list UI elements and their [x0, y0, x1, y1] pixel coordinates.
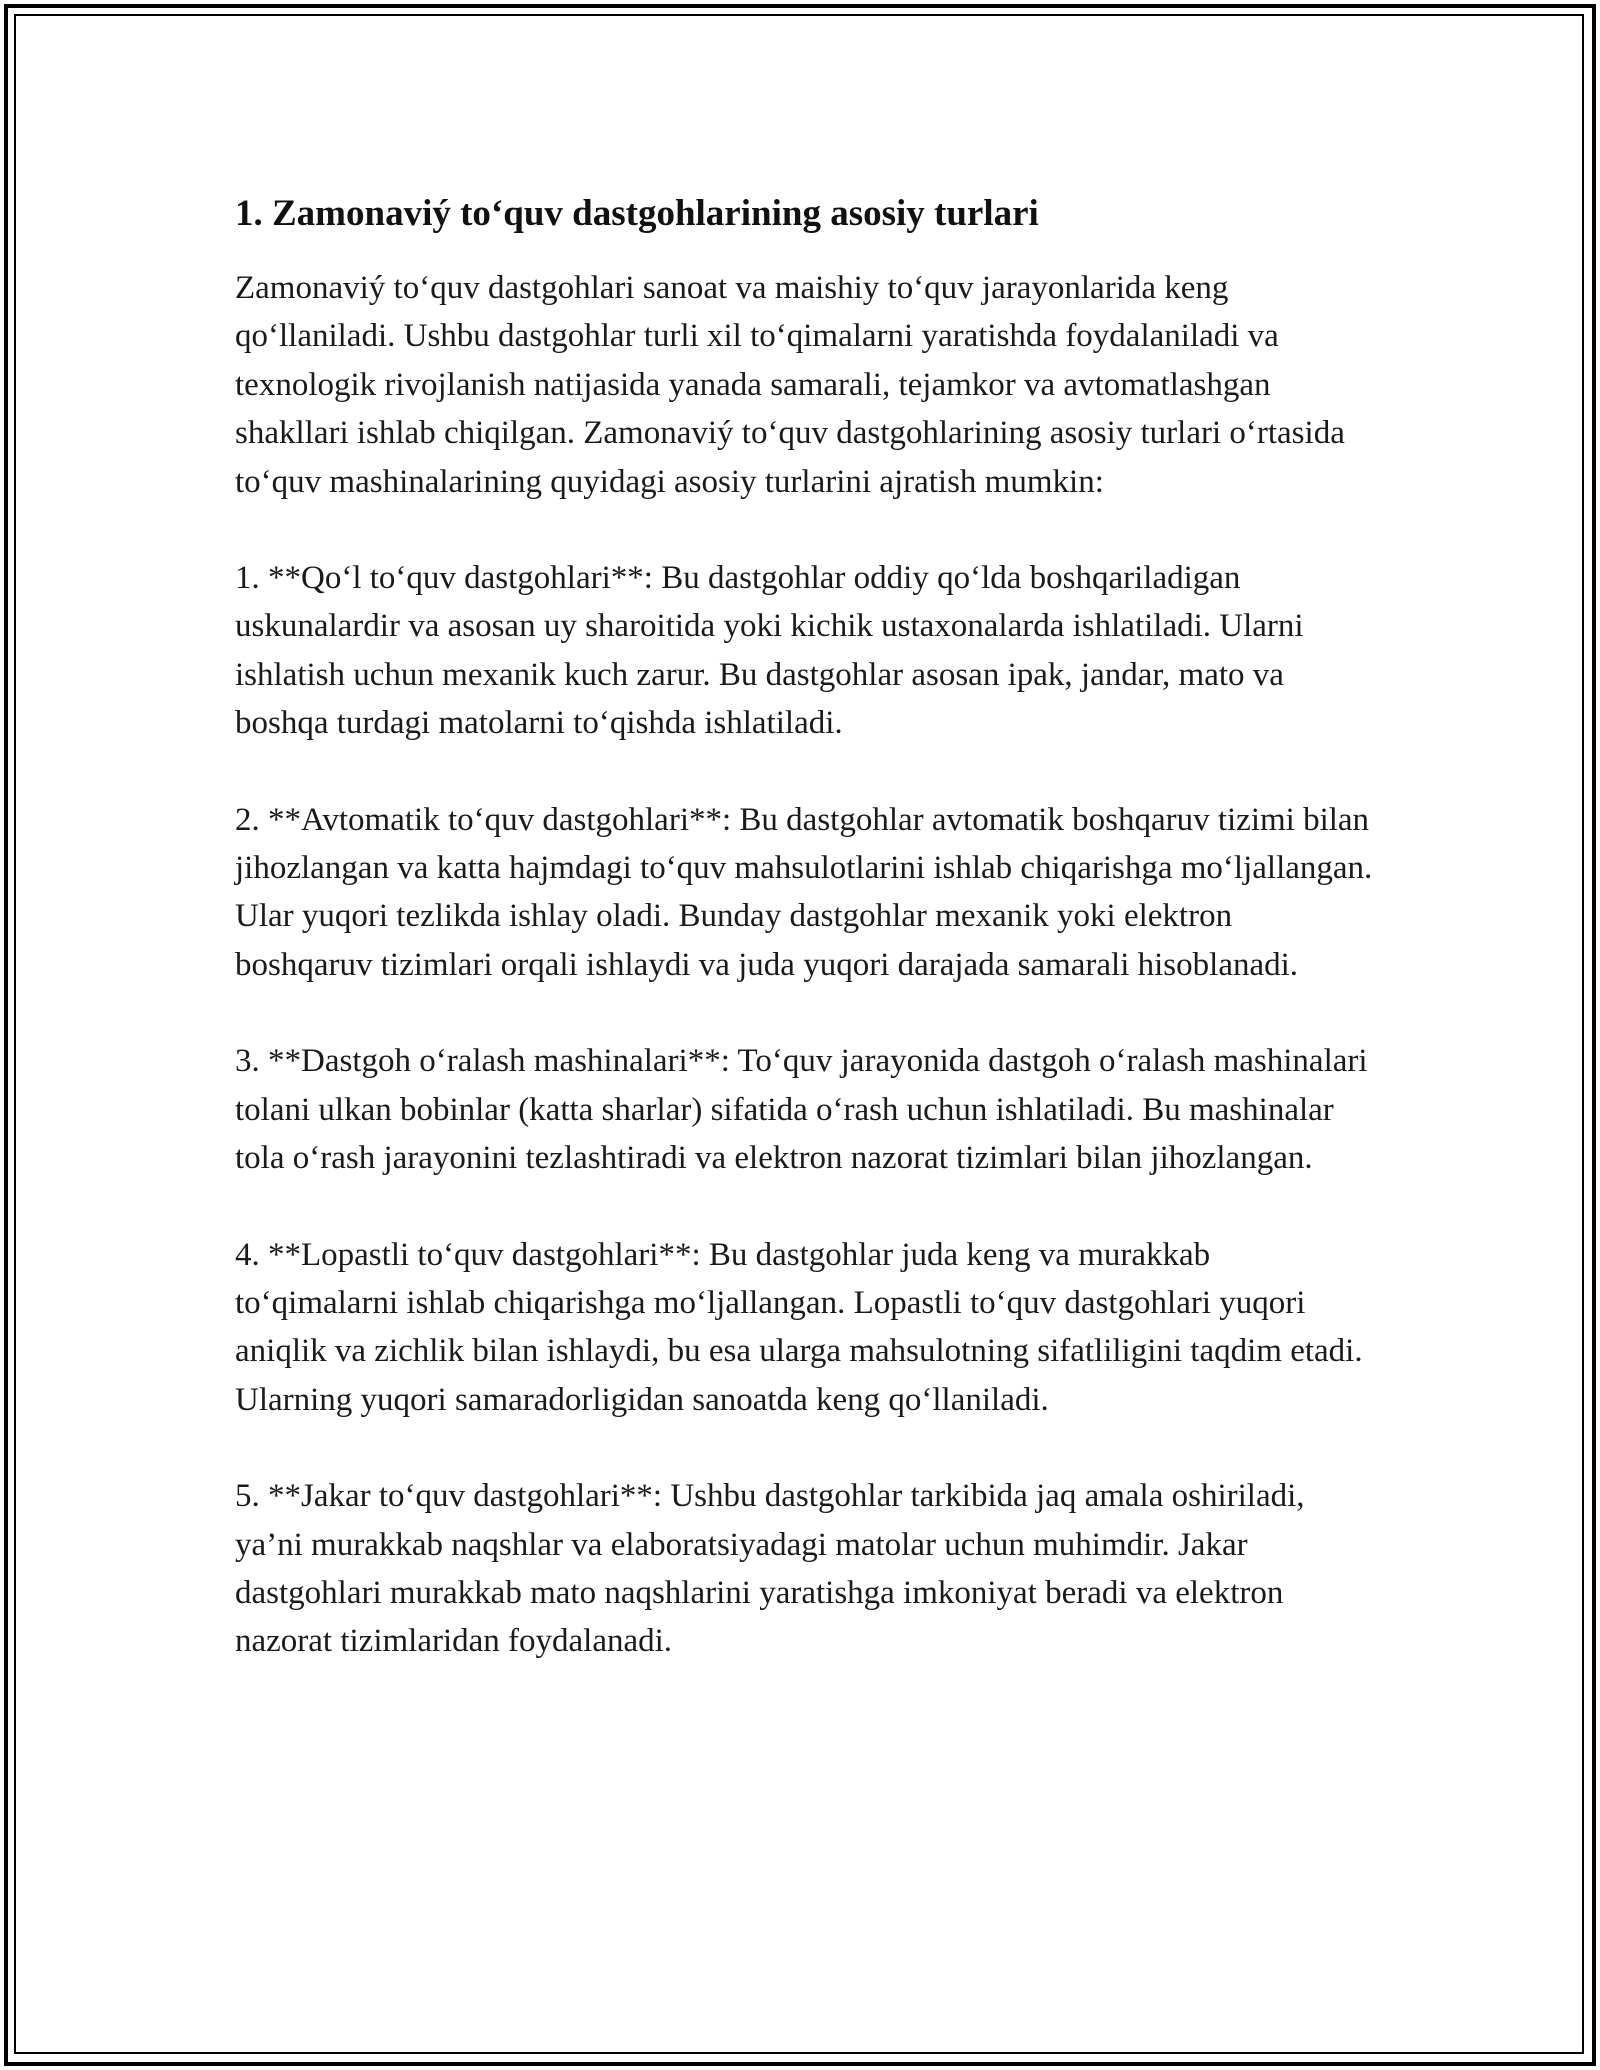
list-item-rapier-looms: 4. **Lopastli to‘quv dastgohlari**: Bu dastgohlar juda keng va murakkab to‘qimalarni ishlab chiqarishga mo‘ljallangan. Lopastli to‘quv dastgohlari yuqori aniqlik va zichlik bilan ishlaydi, bu esa ularga mahsulotning sifatliligini taqdim etadi. Ularning yuqori samaradorligidan sanoatda keng qo‘llaniladi. [235, 1236, 1363, 1418]
list-item-winding-machines: 3. **Dastgoh o‘ralash mashinalari**: To‘quv jarayonida dastgoh o‘ralash mashinalari tolani ulkan bobinlar (katta sharlar) sifatida o‘rash uchun ishlatiladi. Bu mashinalar tola o‘rash jarayonini tezlashtiradi va elektron nazorat tizimlari bilan jihozlangan. [235, 1043, 1368, 1177]
list-item-automatic-looms: 2. **Avtomatik to‘quv dastgohlari**: Bu dastgohlar avtomatik boshqaruv tizimi bilan jihozlangan va katta hajmdagi to‘quv mahsulotlarini ishlab chiqarishga mo‘ljallangan. Ular yuqori tezlikda ishlay oladi. Bunday dastgohlar mexanik yoki elektron boshqaruv tizimlari orqali ishlaydi va juda yuqori darajada samarali hisoblanadi. [235, 801, 1373, 983]
list-item-jacquard-looms: 5. **Jakar to‘quv dastgohlari**: Ushbu dastgohlar tarkibida jaq amala oshiriladi, ya’ni murakkab naqshlar va elaboratsiyadagi matolar uchun muhimdir. Jakar dastgohlari murakkab mato naqshlarini yaratishga imkoniyat beradi va elektron nazorat tizimlaridan foydalanadi. [235, 1478, 1305, 1660]
list-item-hand-looms: 1. **Qo‘l to‘quv dastgohlari**: Bu dastgohlar oddiy qo‘lda boshqariladigan uskunalardir va asosan uy sharoitida yoki kichik ustaxonalarda ishlatiladi. Ularni ishlatish uchun mexanik kuch zarur. Bu dastgohlar asosan ipak, jandar, mato va boshqa turdagi matolarni to‘qishda ishlatiladi. [235, 560, 1304, 742]
document-body [235, 188, 1375, 1666]
section-title: 1. Zamonaviý to‘quv dastgohlarining asosiy turlari [235, 193, 1039, 234]
intro-paragraph: Zamonaviý to‘quv dastgohlari sanoat va maishiy to‘quv jarayonlarida keng qo‘llaniladi. Ushbu dastgohlar turli xil to‘qimalarni yaratishda foydalaniladi va texnologik rivojlanish natijasida yanada samarali, tejamkor va avtomatlashgan shakllari ishlab chiqilgan. Zamonaviý to‘quv dastgohlarining asosiy turlari o‘rtasida to‘quv mashinalarining quyidagi asosiy turlarini ajratish mumkin: [235, 270, 1345, 500]
